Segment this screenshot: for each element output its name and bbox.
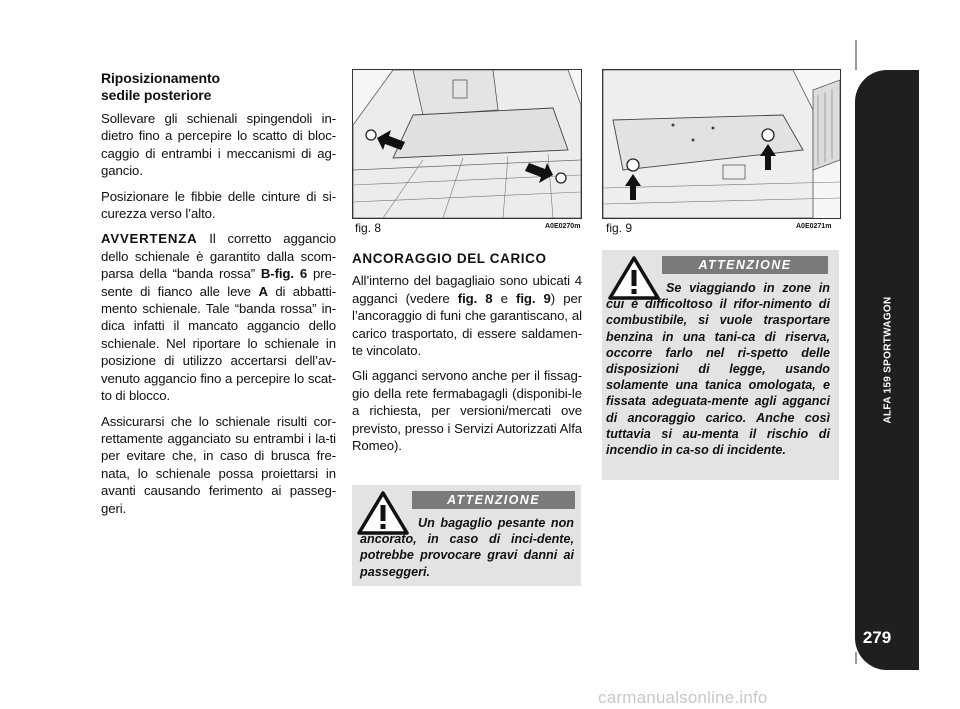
warning-header: ATTENZIONE	[662, 256, 828, 274]
warning-box	[602, 250, 839, 480]
section-title: ANCORAGGIO DEL CARICO	[352, 251, 547, 266]
warning-box	[352, 485, 581, 586]
figure-reference: fig. 8	[457, 290, 493, 306]
page-number: 279	[862, 628, 892, 647]
figure-8-code: A0E0270m	[545, 223, 581, 230]
text-run: All’interno del bagagliaio sono ubicati 4 agganci (vedere	[352, 273, 582, 306]
warning-text: Se viaggiando in zone in cui è difficoltoso il rifor-nimento di combustibile, si vuole trasportare benzina in una tani-ca di riserva, occorre farlo nel ri-spetto delle disposizioni di legge, usando solamente una tanica omologata, e fissata adeguata-mente agli agganci di ancoraggio carico. Anche così tuttavia si au-menta il rischio di incendio in ca-so di incidente.	[606, 281, 830, 458]
margin-line-decoration	[848, 40, 864, 680]
figure-9-label: fig. 9	[606, 221, 633, 235]
paragraph	[352, 272, 582, 359]
figure-8-label: fig. 8	[355, 221, 382, 235]
warning-text: Un bagaglio pesante non ancorato, in caso di inci-dente, potrebbe provocare gravi danni ai passeggeri.	[360, 516, 574, 579]
text-run: Il corretto aggancio dello schienale è garantito dalla scom-parsa della “banda rossa”	[101, 231, 336, 282]
avvertenza-label: AVVERTENZA	[101, 231, 198, 247]
vehicle-model-label: ALFA 159 SPORTWAGON	[882, 296, 894, 424]
paragraph: Gli agganci servono anche per il fissag-gio della rete fermabagagli (disponibi-le a richiesta, per versioni/mercati ove previsto, presso i Servizi Autorizzati Alfa Romeo).	[352, 368, 582, 454]
left-column	[101, 70, 336, 525]
lever-reference: A	[258, 283, 268, 299]
text-run: pre-sente di fianco alle leve	[101, 266, 336, 299]
figure-9-code: A0E0271m	[796, 223, 832, 230]
text-run: di abbatti-mento schienale. Tale “banda rossa” in-dica infatti il mancato aggancio dello schienale. Nel riportare lo schienale in posizione di utilizzo accertarsi dell’av-venuto aggancio fino a percepire lo scat-to di blocco.	[101, 283, 336, 404]
trunk-floor-illustration	[353, 70, 581, 218]
avvertenza-paragraph	[101, 230, 336, 404]
figure-reference: fig. 9	[516, 290, 551, 306]
text-run: e	[492, 290, 517, 306]
figure-9-image	[602, 69, 841, 219]
heading-line-1: Riposizionamento	[101, 70, 220, 86]
warning-header: ATTENZIONE	[412, 491, 575, 509]
paragraph: Sollevare gli schienali spingendoli in-dietro fino a percepire lo scatto di bloc-caggio di entrambi i meccanismi di ag-gancio.	[101, 111, 336, 179]
heading-line-2: sedile posteriore	[101, 87, 212, 103]
text-run: ) per l’ancoraggio di funi che garantiscano, al carico trasportato, di essere saldamen-te vincolato.	[352, 290, 582, 359]
middle-column	[352, 250, 582, 462]
paragraph: Posizionare le fibbie delle cinture di si-curezza verso l’alto.	[101, 188, 336, 222]
figure-8-image	[352, 69, 582, 219]
paragraph: Assicurarsi che lo schienale risulti cor-rettamente agganciato su entrambi i la-ti per evitare che, in caso di brusca fre-nata, lo schienale possa proiettarsi in avanti causando ferimento ai passeg-geri.	[101, 413, 336, 516]
figure-reference: B-fig. 6	[260, 266, 308, 282]
watermark-text: carmanualsonline.info	[598, 688, 768, 707]
section-heading	[101, 70, 336, 104]
trunk-side-illustration	[603, 70, 840, 218]
